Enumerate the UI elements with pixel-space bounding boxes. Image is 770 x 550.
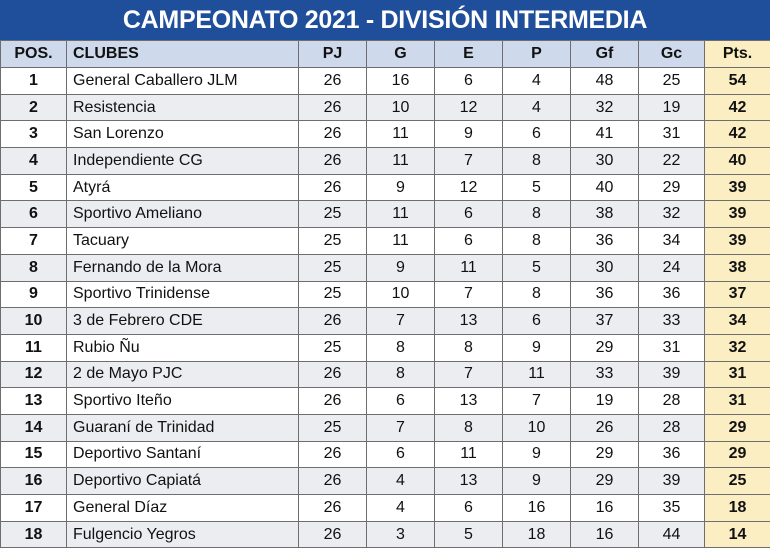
cell-gf: 38 — [571, 201, 639, 228]
cell-pts: 31 — [705, 361, 770, 388]
cell-pos: 10 — [1, 308, 67, 335]
cell-gf: 29 — [571, 441, 639, 468]
table-row — [1, 148, 770, 175]
cell-pts: 14 — [705, 521, 770, 548]
table-body — [1, 68, 770, 548]
cell-g: 4 — [367, 495, 435, 522]
cell-p: 7 — [503, 388, 571, 415]
cell-p: 6 — [503, 308, 571, 335]
cell-pts: 42 — [705, 94, 770, 121]
cell-gf: 36 — [571, 228, 639, 255]
table-row — [1, 334, 770, 361]
cell-pts: 18 — [705, 495, 770, 522]
cell-g: 11 — [367, 121, 435, 148]
col-header-e: E — [435, 41, 503, 68]
cell-gf: 36 — [571, 281, 639, 308]
cell-pos: 11 — [1, 334, 67, 361]
cell-pts: 39 — [705, 201, 770, 228]
cell-club: Atyrá — [67, 174, 299, 201]
cell-pos: 14 — [1, 414, 67, 441]
cell-gf: 16 — [571, 495, 639, 522]
cell-pj: 25 — [299, 334, 367, 361]
table-row — [1, 281, 770, 308]
col-header-g: G — [367, 41, 435, 68]
cell-club: Fulgencio Yegros — [67, 521, 299, 548]
cell-gc: 29 — [639, 174, 705, 201]
cell-g: 11 — [367, 201, 435, 228]
cell-pos: 1 — [1, 68, 67, 95]
cell-p: 8 — [503, 201, 571, 228]
cell-gf: 40 — [571, 174, 639, 201]
header-row — [1, 41, 770, 68]
cell-e: 8 — [435, 414, 503, 441]
cell-gc: 44 — [639, 521, 705, 548]
col-header-p: P — [503, 41, 571, 68]
cell-gf: 19 — [571, 388, 639, 415]
cell-pts: 31 — [705, 388, 770, 415]
cell-e: 13 — [435, 388, 503, 415]
cell-club: Fernando de la Mora — [67, 254, 299, 281]
cell-club: Independiente CG — [67, 148, 299, 175]
cell-p: 8 — [503, 228, 571, 255]
cell-pos: 6 — [1, 201, 67, 228]
cell-club: 3 de Febrero CDE — [67, 308, 299, 335]
cell-pj: 26 — [299, 361, 367, 388]
cell-gf: 26 — [571, 414, 639, 441]
cell-club: Resistencia — [67, 94, 299, 121]
cell-pts: 37 — [705, 281, 770, 308]
cell-pos: 8 — [1, 254, 67, 281]
cell-g: 4 — [367, 468, 435, 495]
cell-p: 9 — [503, 334, 571, 361]
cell-pos: 15 — [1, 441, 67, 468]
title-banner — [0, 0, 770, 40]
cell-pos: 5 — [1, 174, 67, 201]
cell-e: 6 — [435, 495, 503, 522]
cell-g: 9 — [367, 254, 435, 281]
cell-club: Sportivo Iteño — [67, 388, 299, 415]
cell-pj: 25 — [299, 414, 367, 441]
cell-pos: 2 — [1, 94, 67, 121]
table-row — [1, 228, 770, 255]
cell-gf: 33 — [571, 361, 639, 388]
cell-gf: 30 — [571, 254, 639, 281]
cell-g: 11 — [367, 228, 435, 255]
cell-e: 11 — [435, 441, 503, 468]
cell-gf: 37 — [571, 308, 639, 335]
cell-pts: 34 — [705, 308, 770, 335]
table-row — [1, 174, 770, 201]
cell-pj: 25 — [299, 201, 367, 228]
cell-gc: 35 — [639, 495, 705, 522]
cell-gf: 16 — [571, 521, 639, 548]
cell-e: 6 — [435, 228, 503, 255]
table-row — [1, 521, 770, 548]
table-row — [1, 361, 770, 388]
cell-g: 6 — [367, 441, 435, 468]
cell-e: 6 — [435, 201, 503, 228]
cell-e: 7 — [435, 148, 503, 175]
cell-g: 11 — [367, 148, 435, 175]
cell-p: 10 — [503, 414, 571, 441]
cell-pj: 26 — [299, 495, 367, 522]
cell-gf: 29 — [571, 334, 639, 361]
table-row — [1, 388, 770, 415]
cell-p: 4 — [503, 68, 571, 95]
cell-g: 10 — [367, 94, 435, 121]
cell-pj: 26 — [299, 468, 367, 495]
col-header-pj: PJ — [299, 41, 367, 68]
cell-p: 16 — [503, 495, 571, 522]
cell-p: 9 — [503, 468, 571, 495]
cell-pj: 25 — [299, 254, 367, 281]
table-row — [1, 68, 770, 95]
cell-pos: 13 — [1, 388, 67, 415]
cell-gc: 31 — [639, 121, 705, 148]
cell-gc: 36 — [639, 281, 705, 308]
cell-pj: 26 — [299, 94, 367, 121]
table-row — [1, 254, 770, 281]
cell-pj: 25 — [299, 228, 367, 255]
cell-pj: 26 — [299, 441, 367, 468]
cell-p: 5 — [503, 254, 571, 281]
cell-pj: 25 — [299, 281, 367, 308]
cell-g: 16 — [367, 68, 435, 95]
cell-pos: 18 — [1, 521, 67, 548]
col-header-gc: Gc — [639, 41, 705, 68]
cell-gc: 24 — [639, 254, 705, 281]
cell-p: 8 — [503, 148, 571, 175]
cell-gc: 39 — [639, 361, 705, 388]
cell-g: 8 — [367, 361, 435, 388]
cell-pj: 26 — [299, 388, 367, 415]
cell-pts: 38 — [705, 254, 770, 281]
cell-gc: 25 — [639, 68, 705, 95]
cell-pos: 16 — [1, 468, 67, 495]
cell-pj: 26 — [299, 308, 367, 335]
cell-pts: 29 — [705, 441, 770, 468]
cell-g: 7 — [367, 414, 435, 441]
table-row — [1, 414, 770, 441]
cell-pos: 7 — [1, 228, 67, 255]
cell-pj: 26 — [299, 121, 367, 148]
table-row — [1, 495, 770, 522]
cell-pos: 4 — [1, 148, 67, 175]
cell-e: 13 — [435, 468, 503, 495]
cell-p: 5 — [503, 174, 571, 201]
cell-p: 4 — [503, 94, 571, 121]
cell-e: 6 — [435, 68, 503, 95]
col-header-pts: Pts. — [705, 41, 770, 68]
cell-club: Guaraní de Trinidad — [67, 414, 299, 441]
cell-pts: 40 — [705, 148, 770, 175]
cell-gc: 19 — [639, 94, 705, 121]
cell-pos: 9 — [1, 281, 67, 308]
cell-e: 8 — [435, 334, 503, 361]
cell-club: Rubio Ñu — [67, 334, 299, 361]
cell-pos: 3 — [1, 121, 67, 148]
table-header — [1, 41, 770, 68]
cell-g: 3 — [367, 521, 435, 548]
cell-pos: 12 — [1, 361, 67, 388]
standings-table — [0, 40, 770, 548]
cell-g: 9 — [367, 174, 435, 201]
cell-gc: 28 — [639, 388, 705, 415]
cell-e: 12 — [435, 94, 503, 121]
cell-e: 9 — [435, 121, 503, 148]
cell-pos: 17 — [1, 495, 67, 522]
cell-gf: 32 — [571, 94, 639, 121]
cell-g: 7 — [367, 308, 435, 335]
cell-pj: 26 — [299, 174, 367, 201]
cell-g: 6 — [367, 388, 435, 415]
cell-gc: 28 — [639, 414, 705, 441]
table-row — [1, 94, 770, 121]
cell-gc: 36 — [639, 441, 705, 468]
cell-e: 5 — [435, 521, 503, 548]
cell-gf: 30 — [571, 148, 639, 175]
cell-club: Sportivo Ameliano — [67, 201, 299, 228]
cell-e: 12 — [435, 174, 503, 201]
cell-pts: 54 — [705, 68, 770, 95]
cell-club: Deportivo Santaní — [67, 441, 299, 468]
cell-e: 7 — [435, 281, 503, 308]
cell-gc: 22 — [639, 148, 705, 175]
cell-gf: 41 — [571, 121, 639, 148]
cell-p: 11 — [503, 361, 571, 388]
cell-gc: 39 — [639, 468, 705, 495]
cell-p: 9 — [503, 441, 571, 468]
table-row — [1, 468, 770, 495]
cell-e: 7 — [435, 361, 503, 388]
col-header-gf: Gf — [571, 41, 639, 68]
cell-pts: 39 — [705, 228, 770, 255]
cell-club: General Díaz — [67, 495, 299, 522]
cell-pj: 26 — [299, 521, 367, 548]
cell-club: Deportivo Capiatá — [67, 468, 299, 495]
cell-pts: 32 — [705, 334, 770, 361]
col-header-pos: POS. — [1, 41, 67, 68]
table-row — [1, 308, 770, 335]
cell-gc: 32 — [639, 201, 705, 228]
col-header-club: CLUBES — [67, 41, 299, 68]
cell-gc: 33 — [639, 308, 705, 335]
cell-p: 6 — [503, 121, 571, 148]
cell-pts: 39 — [705, 174, 770, 201]
cell-pts: 29 — [705, 414, 770, 441]
cell-club: Sportivo Trinidense — [67, 281, 299, 308]
cell-gf: 29 — [571, 468, 639, 495]
cell-p: 18 — [503, 521, 571, 548]
cell-p: 8 — [503, 281, 571, 308]
cell-club: 2 de Mayo PJC — [67, 361, 299, 388]
table-row — [1, 441, 770, 468]
page-title: CAMPEONATO 2021 - DIVISIÓN INTERMEDIA — [122, 5, 648, 34]
cell-club: General Caballero JLM — [67, 68, 299, 95]
cell-gc: 34 — [639, 228, 705, 255]
cell-club: Tacuary — [67, 228, 299, 255]
cell-gf: 48 — [571, 68, 639, 95]
cell-pts: 42 — [705, 121, 770, 148]
cell-e: 13 — [435, 308, 503, 335]
table-row — [1, 201, 770, 228]
cell-e: 11 — [435, 254, 503, 281]
cell-club: San Lorenzo — [67, 121, 299, 148]
table-row — [1, 121, 770, 148]
cell-gc: 31 — [639, 334, 705, 361]
cell-pj: 26 — [299, 148, 367, 175]
cell-pj: 26 — [299, 68, 367, 95]
cell-g: 10 — [367, 281, 435, 308]
cell-pts: 25 — [705, 468, 770, 495]
cell-g: 8 — [367, 334, 435, 361]
